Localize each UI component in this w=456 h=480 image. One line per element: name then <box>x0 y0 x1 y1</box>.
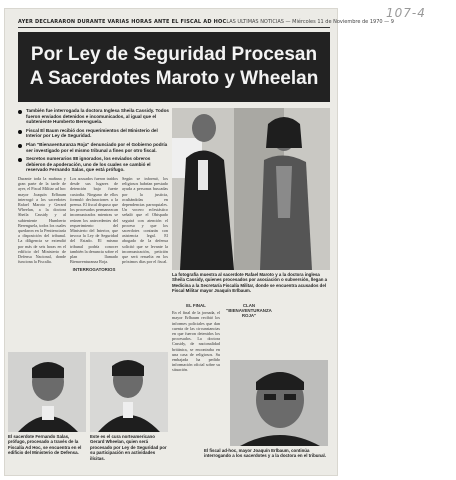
photo-fernando-salas <box>8 352 86 432</box>
bullet-item <box>18 108 170 125</box>
bullet-text: También fue interrogada la doctora Inglesa Sheila Cassidy. Todos fueron enviados detenidos e incomunicados, al igual que el subteniente Humberto Berenguela. <box>26 108 169 125</box>
article-paragraph: Los acusados fueron traídos desde sus lugares de detención bajo fuerte custodia. Ninguno de ellos formuló declaraciones a la prensa. El fiscal dispuso que los procesados permanezcan incomunicados mientras se reúnen los antecedentes del requerimiento del Ministerio del Interior, que invoca la Ley de Seguridad del Estado. El mismo tribunal podría conocer también la denuncia sobre el plan llamado Bienaventuranza Roja. <box>70 176 118 265</box>
photo-priest-and-doctor <box>172 108 330 270</box>
caption-middle-photo: Este es el cura norteamericano Gerard Wheelan, quien será procesado por Ley de Seguridad por su participación en actividades ilícitas. <box>90 434 167 461</box>
bullet-text: Fiscal El Baum recibió dos requerimientos del Ministerio del Interior por Ley de Seguridad. <box>26 127 158 139</box>
caption-right-photo: El fiscal ad-hoc, mayor Joaquín Erlbaum, continúa interrogando a los sacerdotes y a la doctora en el tribunal. <box>204 448 326 459</box>
caption-top-photo: La fotografía muestra al sacerdote Rafael Maroto y a la doctora inglesa Sheila Cassidy, quienes procesados por asociación o subversión, llegan a Medicina a la Secretaría Fiscalía Militar, donde se encuentra acusados del Fiscal Militar mayor Joaquín Erlbaum. <box>172 272 328 294</box>
article-paragraph: Durante toda la mañana y gran parte de la tarde de ayer, el Fiscal Militar ad hoc mayor Joaquín Erlbaum interrogó a los sacerdotes Rafael Maroto y Gerard Wheelan, a la doctora Sheila Cassidy y al subteniente Humberto Berenguela, todos los cuales quedaron en la Penitenciaría a disposición del tribunal. La diligencia se extendió por más de seis horas en el edificio del Ministerio de Defensa Nacional, donde funciona la Fiscalía. <box>18 176 66 265</box>
bullet-icon <box>18 110 22 114</box>
headline-banner <box>18 32 330 102</box>
bullet-icon <box>18 158 22 162</box>
photo-gerard-wheelan-image <box>90 352 168 432</box>
masthead: LAS ULTIMAS NOTICIAS — Miércoles 11 de Noviembre de 1970 — 9 <box>226 19 394 25</box>
photo-joaquin-erlbaum-image <box>230 360 328 446</box>
bullet-item <box>18 142 170 153</box>
summary-bullets <box>18 108 170 176</box>
article-column-6 <box>224 300 274 360</box>
section-subheading: EL FINAL <box>186 303 206 308</box>
section-subheading: INTERROGATORIOS <box>72 267 116 273</box>
article-column-2 <box>70 176 118 348</box>
photo-joaquin-erlbaum <box>230 360 328 446</box>
bullet-item <box>18 128 170 139</box>
article-paragraph: En el final de la jornada, el mayor Erlbaum recibió los informes policiales que dan cuenta de las circunstancias en que fueron detenidos los procesados. La doctora Cassidy, de nacionalidad británica, se encontraba en una casa de religiosos. Su embajada ha pedido información oficial sobre su situación. <box>172 310 220 373</box>
photo-fernando-salas-image <box>8 352 86 432</box>
headline-line-1: Por Ley de Seguridad Procesan <box>30 44 318 65</box>
photo-gerard-wheelan <box>90 352 168 432</box>
bullet-icon <box>18 130 22 134</box>
section-subheading: CLAN "BIENAVENTURANZA ROJA" <box>226 303 272 319</box>
bullet-item <box>18 156 170 173</box>
caption-left-photo: El sacerdote Fernando Salas, prófugo, procesado a través de la Fiscalía Ad Hoc, se encuentra en el edificio del Ministerio de Defensa. <box>8 434 82 456</box>
page-header <box>18 18 394 26</box>
bullet-text: Plan "Bienaventuranza Roja" denunciado por el Gobierno podría ser investigado por el mismo tribunal a fines por otro fiscal. <box>26 141 168 153</box>
kicker: AYER DECLARARON DURANTE VARIAS HORAS ANTE EL FISCAL AD HOC <box>18 19 227 25</box>
photo-priest-and-doctor-image <box>172 108 330 270</box>
bullet-icon <box>18 144 22 148</box>
bullet-text: Secretos numerarios 88 ignorados, los enviados obreros debieron de apoderación, uno de los cuales se cambió el reservado Fernando Salas, que está prófugo. <box>26 156 151 173</box>
article-paragraph: Según se informó, los religiosos habrían prestado ayuda a personas buscadas por la justicia, ocultándolas en dependencias parroquiales. Un vocero eclesiástico señaló que el Obispado seguirá con atención el proceso y que los sacerdotes contarán con asistencia legal. El abogado de la defensa solicitó que se levante la incomunicación, petición que será resuelta en los próximos días por el fiscal. <box>122 176 168 265</box>
article-column-5 <box>172 300 220 373</box>
article-column-1 <box>18 176 66 348</box>
handwritten-annotation: 107-4 <box>386 6 426 20</box>
headline-line-2: A Sacerdotes Maroto y Wheelan <box>29 68 319 89</box>
newspaper-page <box>4 8 394 476</box>
article-column-3 <box>122 176 168 348</box>
header-rule <box>18 27 330 28</box>
